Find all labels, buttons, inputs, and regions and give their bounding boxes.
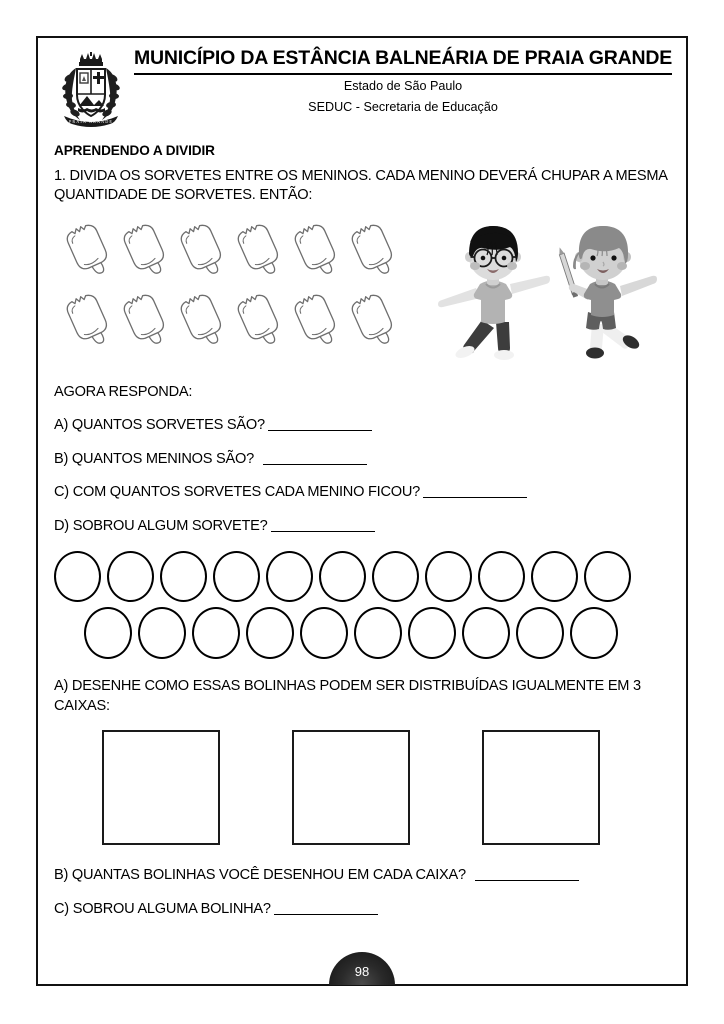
ball-circle (408, 607, 456, 659)
ball-circle (584, 551, 631, 602)
ball-circle (246, 607, 294, 659)
question-d-label: D) SOBROU ALGUM SORVETE? (54, 517, 268, 534)
ball-circle (531, 551, 578, 602)
circle-row-1 (54, 551, 670, 602)
draw-prompt: A) DESENHE COMO ESSAS BOLINHAS PODEM SER DISTRIBUÍDAS IGUALMENTE EM 3 CAIXAS: (54, 678, 641, 714)
popsicle-icon (117, 288, 174, 358)
popsicle-icon (288, 288, 345, 358)
final-question-b (54, 867, 670, 885)
question-b (54, 451, 670, 469)
worksheet-page (36, 36, 688, 986)
question-b-blank[interactable] (263, 453, 367, 465)
final-question-c-blank[interactable] (274, 903, 378, 915)
questions-block (54, 384, 670, 536)
boy-with-pencil-icon (557, 226, 657, 359)
question-a-blank[interactable] (268, 419, 372, 431)
ball-circle (192, 607, 240, 659)
department-label: SEDUC - Secretaria de Educação (308, 99, 498, 114)
question-a (54, 417, 670, 435)
question-c-blank[interactable] (423, 486, 527, 498)
ball-circle (372, 551, 419, 602)
final-question-c (54, 901, 670, 919)
popsicle-icon (60, 218, 117, 288)
ball-circle (54, 551, 101, 602)
ball-circle (138, 607, 186, 659)
question-c (54, 484, 670, 502)
boys-illustration (424, 212, 674, 370)
ball-circle (425, 551, 472, 602)
popsicle-icon (174, 218, 231, 288)
popsicle-icon (345, 218, 402, 288)
municipality-title: MUNICÍPIO DA ESTÂNCIA BALNEÁRIA DE PRAIA GRANDE (134, 48, 672, 75)
final-questions-block (54, 867, 670, 918)
ball-circle (516, 607, 564, 659)
ball-circle (84, 607, 132, 659)
ball-circle (266, 551, 313, 602)
ball-circle (107, 551, 154, 602)
ball-circle (570, 607, 618, 659)
svg-text:PRAIA GRANDE: PRAIA GRANDE (68, 119, 114, 124)
page-title: APRENDENDO A DIVIDIR (54, 143, 215, 158)
popsicle-icon (60, 288, 117, 358)
state-label: Estado de São Paulo (343, 78, 463, 93)
popsicle-icon (231, 218, 288, 288)
ball-circle (319, 551, 366, 602)
circles-area (54, 551, 670, 659)
exercise-instruction: 1. DIVIDA OS SORVETES ENTRE OS MENINOS. CADA MENINO DEVERÁ CHUPAR A MESMA QUANTIDADE DE SORVETES. ENTÃO: (54, 168, 667, 204)
final-question-c-label: C) SOBROU ALGUMA BOLINHA? (54, 900, 271, 917)
draw-box[interactable] (102, 730, 220, 845)
popsicle-icon (231, 288, 288, 358)
draw-boxes (54, 730, 670, 845)
illustration-area (54, 212, 670, 370)
question-d-blank[interactable] (271, 520, 375, 532)
popsicle-icon (288, 218, 345, 288)
question-a-label: A) QUANTOS SORVETES SÃO? (54, 417, 265, 434)
draw-box[interactable] (482, 730, 600, 845)
final-question-b-blank[interactable] (475, 869, 579, 881)
boy-with-glasses-icon (438, 226, 550, 360)
popsicle-icon (345, 288, 402, 358)
ball-circle (213, 551, 260, 602)
ball-circle (478, 551, 525, 602)
question-d (54, 518, 670, 536)
ball-circle (160, 551, 207, 602)
page-header (54, 47, 673, 130)
question-b-label: B) QUANTOS MENINOS SÃO? (54, 450, 254, 467)
final-question-b-label: B) QUANTAS BOLINHAS VOCÊ DESENHOU EM CADA CAIXA? (54, 867, 466, 884)
circle-row-2 (54, 607, 670, 659)
ball-circle (462, 607, 510, 659)
ball-circle (354, 607, 402, 659)
coat-of-arms-icon (54, 50, 128, 128)
popsicle-icon (117, 218, 174, 288)
answer-prompt: AGORA RESPONDA: (54, 383, 193, 400)
ball-circle (300, 607, 348, 659)
draw-box[interactable] (292, 730, 410, 845)
page-number: 98 (354, 964, 370, 979)
question-c-label: C) COM QUANTOS SORVETES CADA MENINO FICOU? (54, 484, 421, 501)
popsicle-icon (174, 288, 231, 358)
popsicle-grid (60, 218, 402, 358)
